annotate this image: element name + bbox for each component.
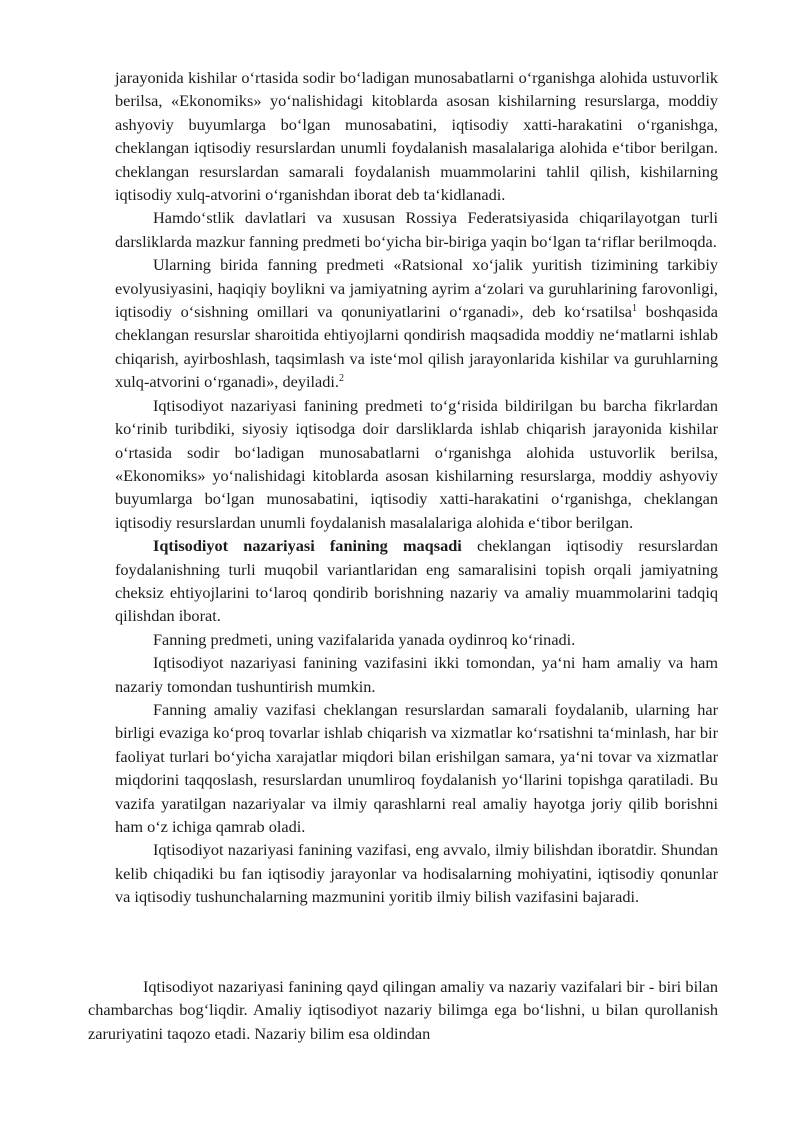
definitions-text-part-2: boshqasida cheklangan resurslar sharoitida ehtiyojlarni qondirish maqsadida moddiy ne‘matlarni ishlab chiqarish, ayirboshlash, taqsimlash va iste‘mol qilish jarayonlarida kishilar va guruhlarning xulq-atvorini o‘rganadi», deyiladi. (115, 302, 718, 392)
paragraph-interrelation: Iqtisodiyot nazariyasi fanining qayd qilingan amaliy va nazariy vazifalari bir - biri bilan chambarchas bog‘liqdir. Amaliy iqtisodiyot nazariy bilimga ega bo‘lishni, u bilan qurollanish zaruriyatini taqozo etadi. Nazariy bilim esa oldindan (88, 977, 718, 1043)
bottom-text-column (88, 975, 718, 1045)
footnote-ref-1[interactable]: 1 (632, 303, 638, 315)
goal-heading: Iqtisodiyot nazariyasi fanining maqsadi (153, 536, 462, 556)
paragraph-two-sides: Iqtisodiyot nazariyasi fanining vazifasini ikki tomondan, ya‘ni ham amaliy va ham nazariy tomondan tushuntirish mumkin. (115, 653, 718, 696)
paragraph-practical-task: Fanning amaliy vazifasi cheklangan resurslardan samarali foydalanib, ularning har birligi evaziga ko‘proq tovarlar ishlab chiqarish va xizmatlar ko‘rsatishni ta‘minlash, har bir faoliyat turlari bo‘yicha xarajatlar miqdori bilan erishilgan samara, ya‘ni tovar va xizmatlar miqdorini taqqoslash, resurslardan unumliroq foydalanish yo‘llarini topishga qaratiladi. Bu vazifa yaratilgan nazariyalar va ilmiy qarashlarni real amaliy hayotga joriy qilib borishni ham o‘z ichiga qamrab oladi. (115, 699, 718, 836)
paragraph-theoretical-task: Iqtisodiyot nazariyasi fanining vazifasi, eng avvalo, ilmiy bilishdan iboratdir. Shundan kelib chiqadiki bu fan iqtisodiy jarayonlar va hodisalarning mohiyatini, iqtisodiy qonunlar va iqtisodiy tushunchalarning mazmunini yoritib ilmiy bilish vazifasini bajaradi. (115, 840, 718, 907)
paragraph-subject-summary: Iqtisodiyot nazariyasi fanining predmeti to‘g‘risida bildirilgan bu barcha fikrlardan ko‘rinib turibdiki, siyosiy iqtisodga doir darsliklarda ishlab chiqarish jarayonida kishilar o‘rtasida sodir bo‘ladigan munosabatlarni o‘rganishga alohida ustuvorlik berilsa, «Ekonomiks» yo‘nalishidagi kitoblarda asosan kishilarning resurslarga, moddiy ashyoviy buyumlarga bo‘lgan munosabatini, iqtisodiy xatti-harakatini o‘rganishga, cheklangan iqtisodiy resurslardan unumli foydalanish masalalariga alohida e‘tibor berilgan. (115, 395, 718, 532)
definitions-text-part-1: Ularning birida fanning predmeti «Ratsional xo‘jalik yuritish tizimining tarkibiy evolyusiyasini, haqiqiy boylikni va jamiyatning ayrim a‘zolari va guruhlarining farovonligi, iqtisodiy o‘sishning omillari va qonuniyatlarini o‘rganadi», deb ko‘rsatilsa (115, 255, 718, 322)
paragraph-commonwealth: Hamdo‘stlik davlatlari va xususan Rossiya Federatsiyasida chiqarilayotgan turli darsliklarda mazkur fanning predmeti bo‘yicha bir-biriga yaqin bo‘lgan ta‘riflar berilmoqda. (115, 208, 718, 251)
paragraph-definitions (115, 253, 718, 393)
goal-text: cheklangan iqtisodiy resurslardan foydalanishning turli muqobil variantlaridan eng samaralisini topish orqali jamiyatning cheksiz ehtiyojlarini to‘laroq qondirib borishning nazariy va amaliy muammolarini tadqiq qilishdan iborat. (115, 536, 718, 626)
paragraph-goal (115, 534, 718, 628)
paragraph-subject-tasks: Fanning predmeti, uning vazifalarida yanada oydinroq ko‘rinadi. (153, 629, 576, 649)
paragraph-continuation: jarayonida kishilar o‘rtasida sodir bo‘ladigan munosabatlarni o‘rganishga alohida ustuvorlik berilsa, «Ekonomiks» yo‘nalishidagi kitoblarda asosan kishilarning resurslarga, moddiy ashyoviy buyumlarga bo‘lgan munosabatini, iqtisodiy xatti-harakatini o‘rganishga, cheklangan iqtisodiy resurslardan unumli foydalanish masalalariga alohida e‘tibor berilgan. cheklangan resurslardan samarali foydalanish muammolarini tahlil qilish, kishilarning iqtisodiy xulq-atvorini o‘rganishdan iborat deb ta‘kidlanadi. (115, 68, 718, 205)
main-text-column (115, 66, 718, 909)
footnote-ref-2[interactable]: 2 (338, 373, 344, 385)
